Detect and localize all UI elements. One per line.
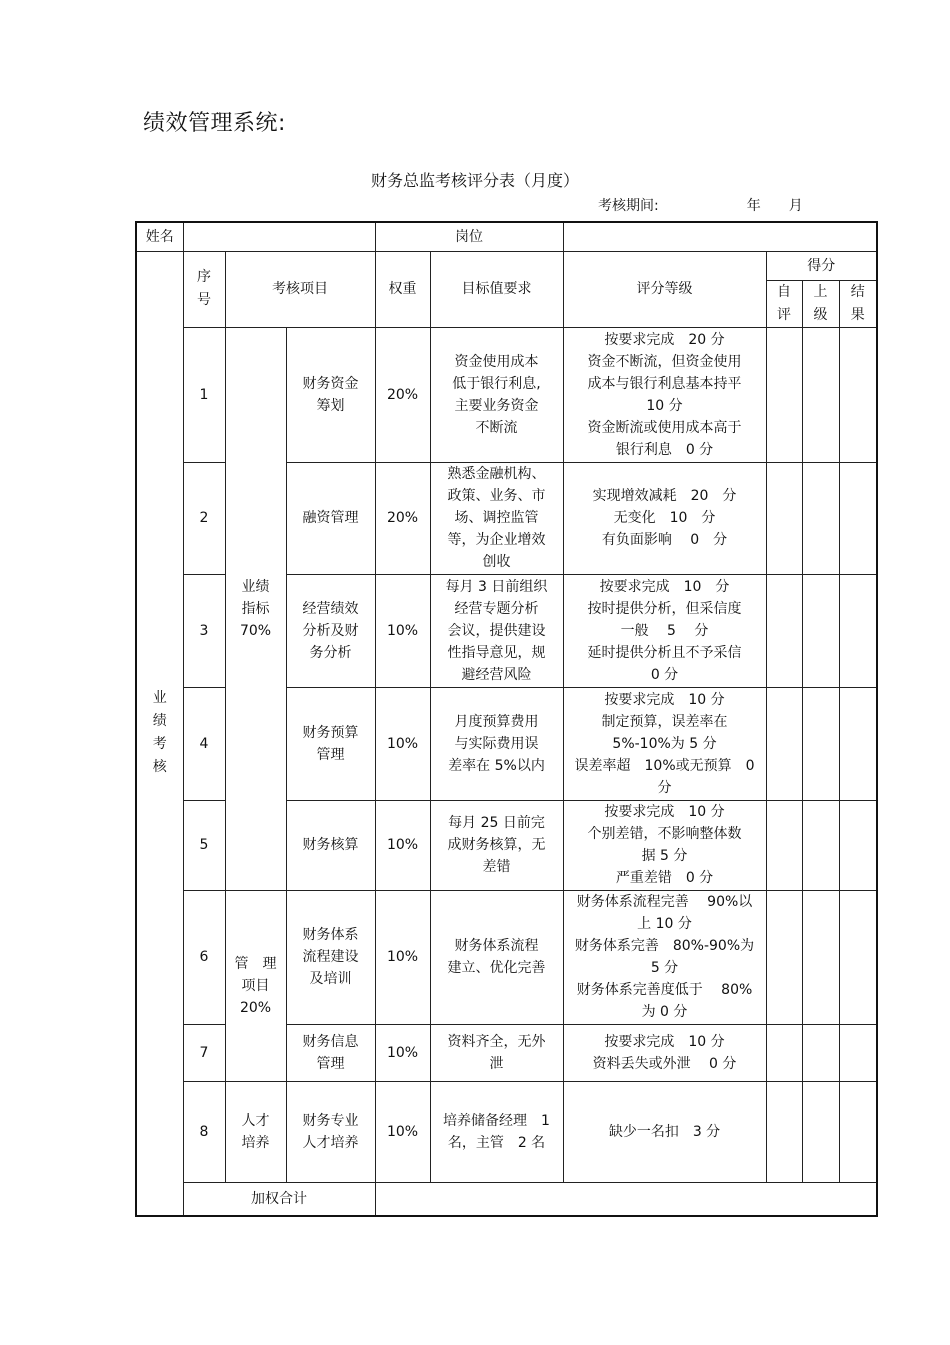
header-grade: 评分等级 [563,251,766,327]
table-row [136,1081,877,1182]
row-target: 资料齐全，无外 泄 [430,1024,563,1081]
row-seq: 1 [183,327,225,462]
self-eval-cell[interactable] [766,574,802,687]
row-seq: 7 [183,1024,225,1081]
row-target: 培养储备经理 1 名，主管 2 名 [430,1081,563,1182]
month-label: 月 [788,198,803,214]
category-main-label: 业绩考核 [152,690,167,776]
row-item: 财务预算 管理 [286,687,375,800]
table-row [136,890,877,1024]
header-superior: 上级 [802,280,839,327]
row-item: 融资管理 [286,462,375,574]
self-eval-cell[interactable] [766,687,802,800]
superior-cell[interactable] [802,800,839,890]
row-grade: 按要求完成 10 分 个别差错，不影响整体数 据 5 分 严重差错 0 分 [563,800,766,890]
weighted-total-label: 加权合计 [183,1182,375,1216]
row-target: 月度预算费用 与实际费用误 差率在 5%以内 [430,687,563,800]
row-item: 财务专业 人才培养 [286,1081,375,1182]
header-seq: 序号 [183,251,225,327]
row-weight: 10% [375,1024,430,1081]
header-item: 考核项目 [225,251,375,327]
row-target: 资金使用成本 低于银行利息, 主要业务资金 不断流 [430,327,563,462]
row-seq: 5 [183,800,225,890]
superior-cell[interactable] [802,890,839,1024]
row-seq: 6 [183,890,225,1024]
category-performance-assessment [136,251,183,1216]
result-cell[interactable] [839,1081,877,1182]
row-weight: 10% [375,890,430,1024]
self-eval-cell[interactable] [766,890,802,1024]
row-target: 财务体系流程 建立、优化完善 [430,890,563,1024]
row-item: 财务资金 筹划 [286,327,375,462]
page-heading: 绩效管理系统: [143,111,286,136]
row-grade: 按要求完成 10 分 制定预算，误差率在 5%-10%为 5 分 误差率超 10%或无预算 0 分 [563,687,766,800]
weighted-total-row [136,1182,877,1216]
superior-cell[interactable] [802,1024,839,1081]
row-weight: 10% [375,1081,430,1182]
assessment-period [598,195,803,215]
header-weight: 权重 [375,251,430,327]
result-cell[interactable] [839,327,877,462]
row-weight: 20% [375,327,430,462]
row-weight: 10% [375,800,430,890]
row-seq: 2 [183,462,225,574]
year-label: 年 [746,198,761,214]
header-score: 得分 [766,251,877,280]
row-target: 每月 3 日前组织 经营专题分析 会议，提供建设 性指导意见，规 避经营风险 [430,574,563,687]
row-item: 财务核算 [286,800,375,890]
self-eval-cell[interactable] [766,1081,802,1182]
row-grade: 按要求完成 10 分 资料丢失或外泄 0 分 [563,1024,766,1081]
row-seq: 4 [183,687,225,800]
self-eval-cell[interactable] [766,1024,802,1081]
group-performance: 业绩 指标 70% [225,327,286,890]
superior-cell[interactable] [802,327,839,462]
row-grade: 按要求完成 20 分 资金不断流，但资金使用 成本与银行利息基本持平 10 分 资金断流或使用成本高于 银行利息 0 分 [563,327,766,462]
position-value-cell[interactable] [563,222,877,251]
result-cell[interactable] [839,462,877,574]
row-seq: 8 [183,1081,225,1182]
weighted-total-value-cell[interactable] [375,1182,877,1216]
name-label: 姓名 [136,222,183,251]
row-grade: 实现增效减耗 20 分 无变化 10 分 有负面影响 0 分 [563,462,766,574]
result-cell[interactable] [839,574,877,687]
period-label: 考核期间: [598,198,659,214]
superior-cell[interactable] [802,574,839,687]
row-grade: 财务体系流程完善 90%以 上 10 分 财务体系完善 80%-90%为 5 分 财务体系完善度低于 80% 为 0 分 [563,890,766,1024]
position-label: 岗位 [375,222,563,251]
row-item: 财务信息 管理 [286,1024,375,1081]
result-cell[interactable] [839,687,877,800]
row-grade: 按要求完成 10 分 按时提供分析，但采信度 一般 5 分 延时提供分析且不予采信 0 分 [563,574,766,687]
result-cell[interactable] [839,800,877,890]
self-eval-cell[interactable] [766,462,802,574]
header-target: 目标值要求 [430,251,563,327]
header-result: 结果 [839,280,877,327]
result-cell[interactable] [839,1024,877,1081]
row-weight: 10% [375,687,430,800]
assessment-table [135,221,878,1217]
row-item: 财务体系 流程建设 及培训 [286,890,375,1024]
row-target: 每月 25 日前完 成财务核算，无 差错 [430,800,563,890]
self-eval-cell[interactable] [766,800,802,890]
row-weight: 20% [375,462,430,574]
header-self-eval: 自评 [766,280,802,327]
form-title: 财务总监考核评分表（月度） [370,171,579,190]
row-grade: 缺少一名扣 3 分 [563,1081,766,1182]
row-item: 经营绩效 分析及财 务分析 [286,574,375,687]
superior-cell[interactable] [802,462,839,574]
self-eval-cell[interactable] [766,327,802,462]
group-talent: 人才 培养 [225,1081,286,1182]
row-target: 熟悉金融机构、 政策、业务、市 场、调控监管 等，为企业增效 创收 [430,462,563,574]
row-weight: 10% [375,574,430,687]
superior-cell[interactable] [802,687,839,800]
group-management: 管 理 项目 20% [225,890,286,1081]
name-value-cell[interactable] [183,222,375,251]
result-cell[interactable] [839,890,877,1024]
row-seq: 3 [183,574,225,687]
superior-cell[interactable] [802,1081,839,1182]
table-row [136,327,877,462]
